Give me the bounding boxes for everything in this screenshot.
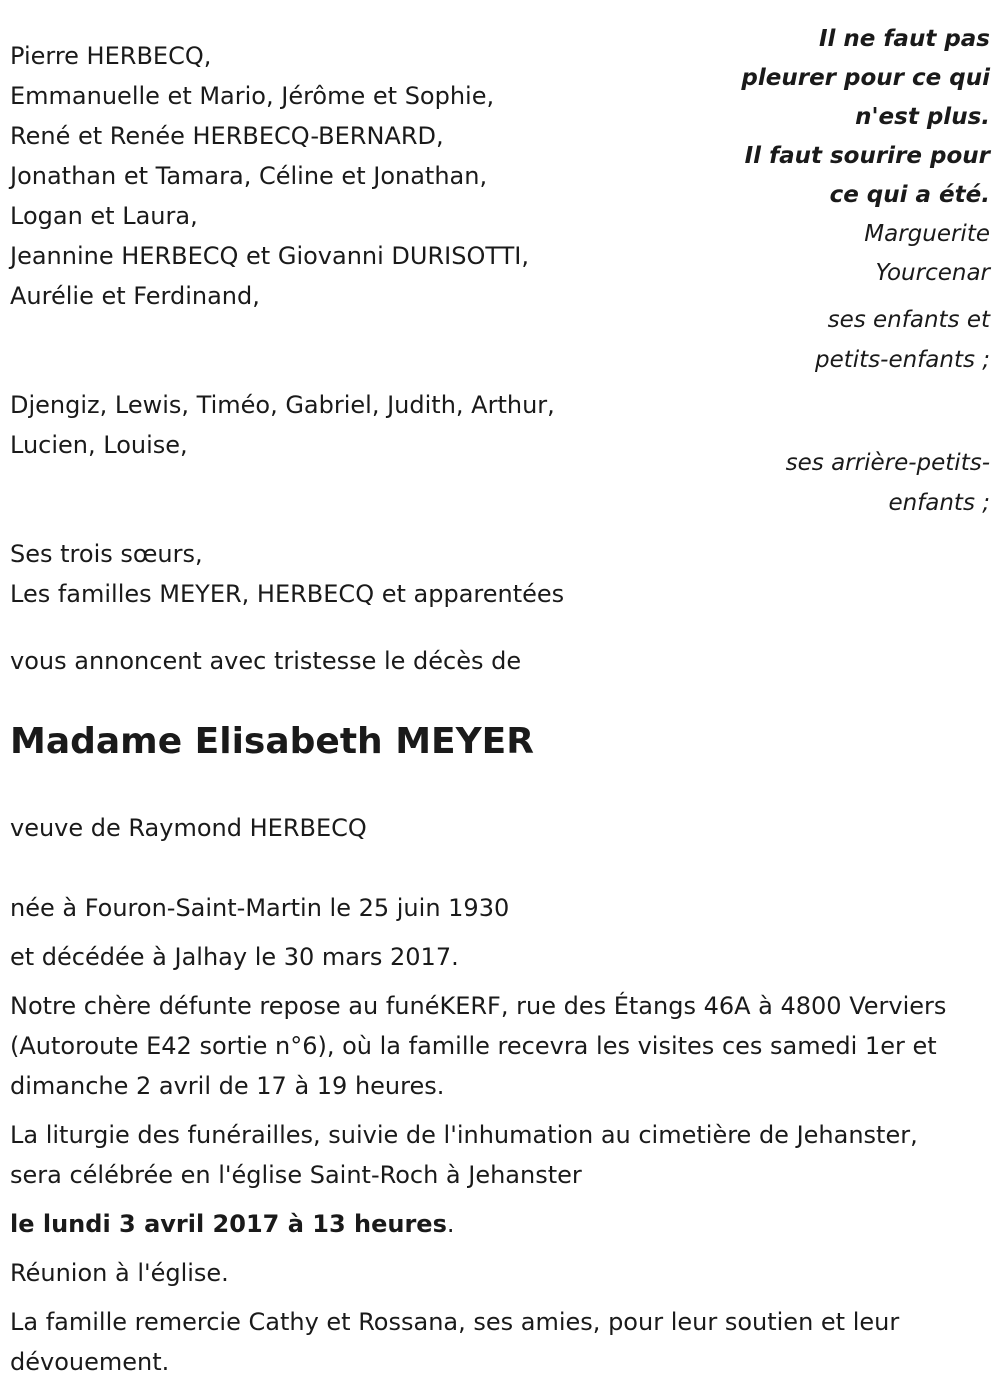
family-line: René et Renée HERBECQ-BERNARD, xyxy=(10,122,444,150)
funeral-date: le lundi 3 avril 2017 à 13 heures xyxy=(10,1210,447,1238)
liturgy: La liturgie des funérailles, suivie de l'inhumation au cimetière de Jehanster, sera célébrée en l'église Saint-Roch à Jehanster xyxy=(10,1121,918,1189)
funeral-date-punct: . xyxy=(446,1210,455,1238)
rest-place: Notre chère défunte repose au funéKERF, rue des Étangs 46A à 4800 Verviers (Autoroute E42 sortie n°6), où la famille recevra les visites ces samedi 1er et dimanche 2 avril de 17 à 19 heures. xyxy=(10,992,947,1100)
family-line: Aurélie et Ferdinand, xyxy=(10,282,260,310)
family-line: Emmanuelle et Mario, Jérôme et Sophie, xyxy=(10,82,495,110)
details-body xyxy=(10,808,970,1382)
children-label: ses enfants et xyxy=(827,307,990,333)
family-line: Logan et Laura, xyxy=(10,202,198,230)
family-line: Jeannine HERBECQ et Giovanni DURISOTTI, xyxy=(10,242,529,270)
relatives-line: Ses trois sœurs, xyxy=(10,540,203,568)
great-grandchildren-label: ses arrière-petits- xyxy=(785,450,990,476)
spacer xyxy=(10,511,710,534)
quote-author: Yourcenar xyxy=(875,260,990,286)
quote-line: pleurer pour ce qui xyxy=(741,65,990,91)
deceased-name: Madame Elisabeth MEYER xyxy=(10,721,534,762)
children-label: petits-enfants ; xyxy=(814,347,990,373)
great-grandchildren-label: enfants ; xyxy=(888,490,990,516)
relatives-line: Les familles MEYER, HERBECQ et apparentées xyxy=(10,580,565,608)
quote-column xyxy=(720,20,990,523)
family-list xyxy=(10,36,710,614)
meeting: Réunion à l'église. xyxy=(10,1259,229,1287)
spacer xyxy=(10,339,710,362)
thanks: La famille remercie Cathy et Rossana, ses amies, pour leur soutien et leur dévouement. xyxy=(10,1308,900,1376)
family-line: Jonathan et Tamara, Céline et Jonathan, xyxy=(10,162,488,190)
quote-author: Marguerite xyxy=(864,221,990,247)
quote-line: ce qui a été. xyxy=(829,182,990,208)
death-line: et décédée à Jalhay le 30 mars 2017. xyxy=(10,943,459,971)
quote-line: n'est plus. xyxy=(855,104,990,130)
announcement-text: vous annoncent avec tristesse le décès de xyxy=(10,647,522,675)
spacer xyxy=(10,465,710,488)
funeral-date-line xyxy=(10,1204,970,1244)
grandchildren-line: Lucien, Louise, xyxy=(10,431,188,459)
announcement-body xyxy=(10,641,970,681)
family-line: Pierre HERBECQ, xyxy=(10,42,212,70)
spacer xyxy=(10,316,710,339)
spacer xyxy=(10,488,710,511)
quote-line: Il ne faut pas xyxy=(818,26,990,52)
widow-of: veuve de Raymond HERBECQ xyxy=(10,814,367,842)
grandchildren-line: Djengiz, Lewis, Timéo, Gabriel, Judith, Arthur, xyxy=(10,391,555,419)
birth-line: née à Fouron-Saint-Martin le 25 juin 1930 xyxy=(10,894,510,922)
quote-line: Il faut sourire pour xyxy=(744,143,990,169)
spacer xyxy=(10,362,710,385)
